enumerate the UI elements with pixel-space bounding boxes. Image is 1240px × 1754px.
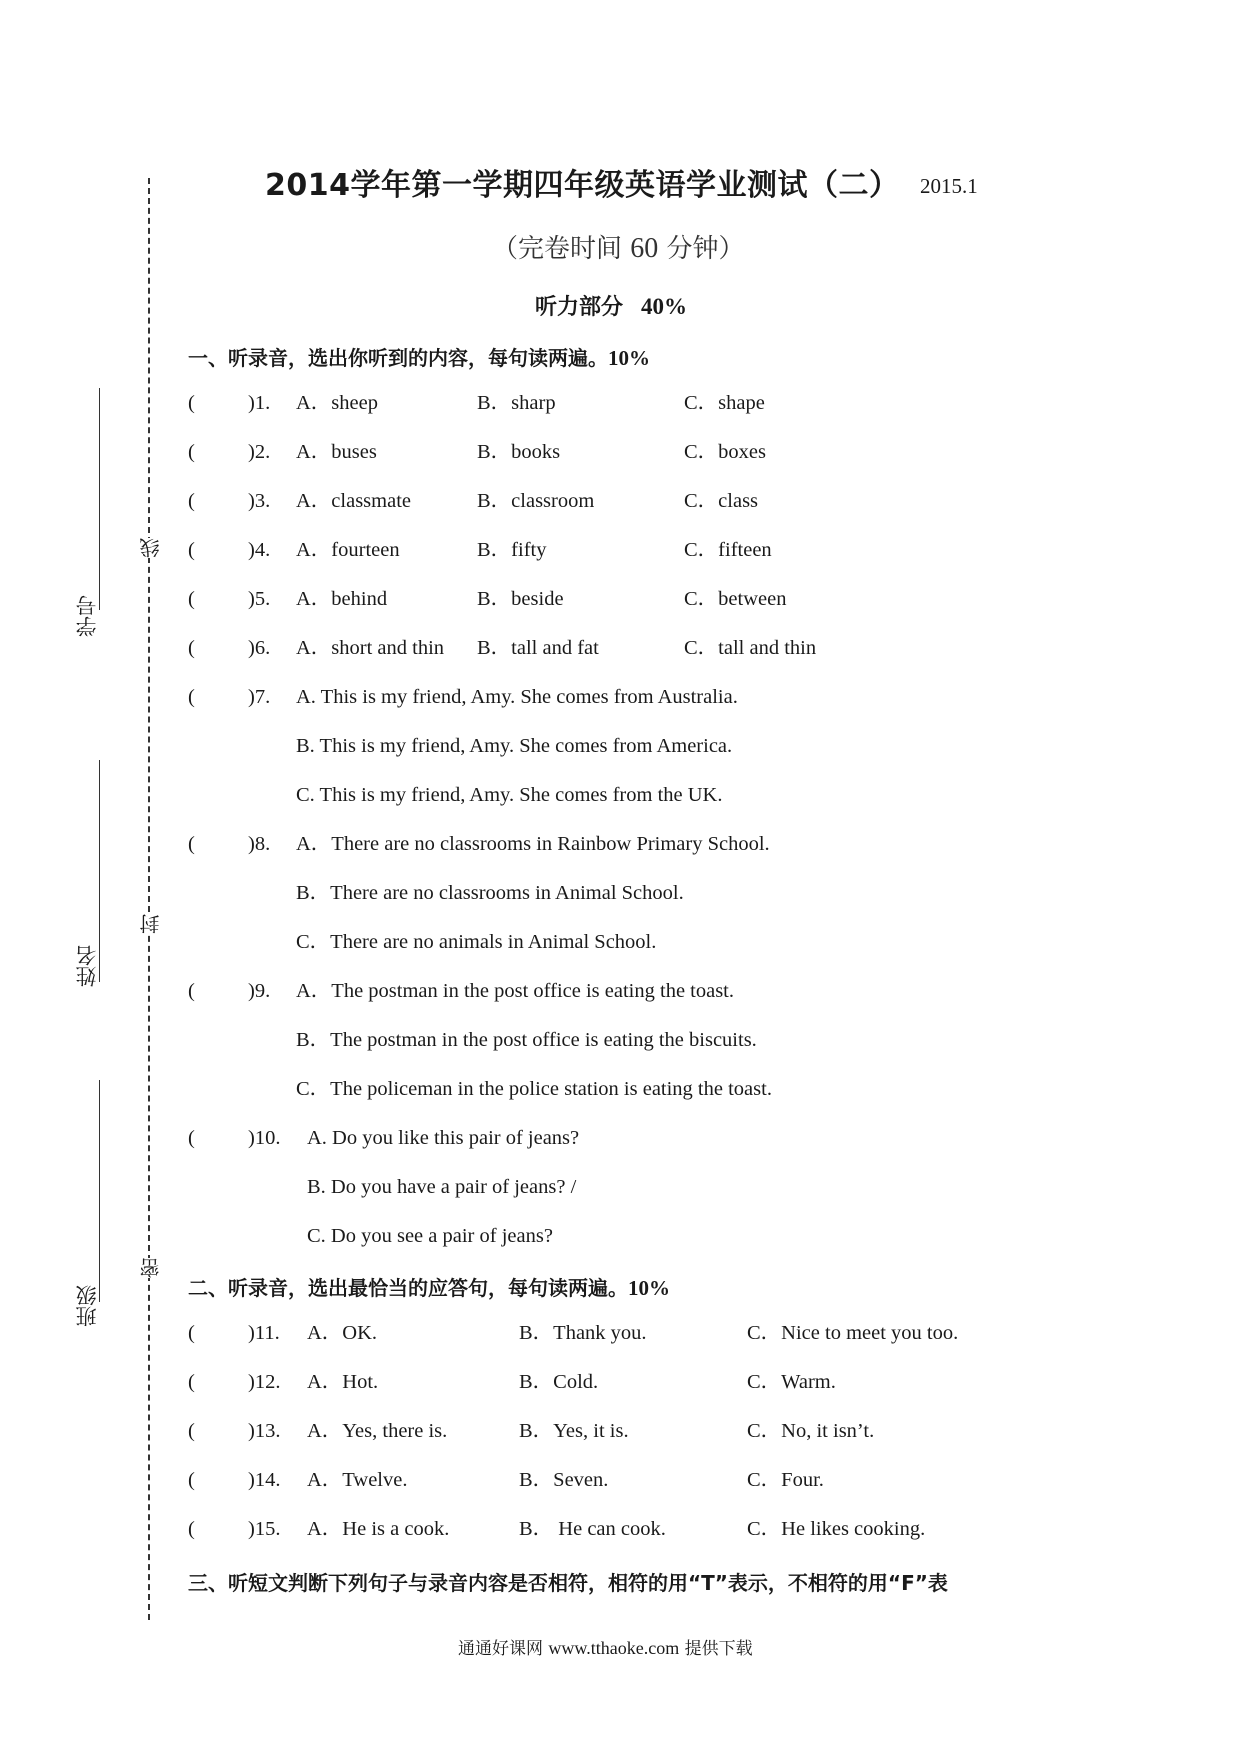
- exam-duration: [492, 228, 745, 265]
- option-c: C. Do you see a pair of jeans?: [307, 1225, 553, 1247]
- option-b: B. Do you have a pair of jeans? /: [307, 1176, 577, 1198]
- option-a: A．classmate: [296, 490, 411, 512]
- section2-percent: 10%: [628, 1276, 670, 1300]
- footer-site-name: 通通好课网: [458, 1639, 543, 1659]
- option-b: B．beside: [477, 588, 564, 610]
- option-c: C．shape: [684, 392, 765, 414]
- student-no-label: 学号: [75, 595, 99, 637]
- option-c: C．Nice to meet you too.: [747, 1322, 959, 1344]
- answer-blank[interactable]: (: [188, 441, 195, 463]
- option-b: B． He can cook.: [519, 1518, 666, 1540]
- footer-suffix: 提供下载: [684, 1639, 753, 1659]
- option-a: A．buses: [296, 441, 377, 463]
- answer-blank[interactable]: (: [188, 1469, 195, 1491]
- answer-blank[interactable]: (: [188, 1371, 195, 1393]
- answer-blank[interactable]: (: [188, 1322, 195, 1344]
- option-c: C．He likes cooking.: [747, 1518, 926, 1540]
- option-c: C．Four.: [747, 1469, 824, 1491]
- option-c: C．fifteen: [684, 539, 772, 561]
- option-a: A．short and thin: [296, 637, 445, 659]
- option-c: C．boxes: [684, 441, 766, 463]
- question-number: )6.: [248, 637, 271, 659]
- section1-title: [188, 342, 650, 371]
- option-a: A. This is my friend, Amy. She comes from Australia.: [296, 686, 738, 708]
- answer-blank[interactable]: (: [188, 1518, 195, 1540]
- duration-close: 分钟）: [666, 234, 745, 264]
- option-c: C．No, it isn’t.: [747, 1420, 875, 1442]
- option-b: B．The postman in the post office is eating the biscuits.: [296, 1029, 757, 1051]
- option-c: C．between: [684, 588, 787, 610]
- part-heading: [535, 290, 687, 321]
- answer-blank[interactable]: (: [188, 539, 195, 561]
- section3-title: 三、听短文判断下列句子与录音内容是否相符，相符的用“T”表示，不相符的用“F”表: [188, 1571, 948, 1595]
- question-number: )14.: [248, 1469, 281, 1491]
- answer-blank[interactable]: (: [188, 1127, 195, 1149]
- option-a: A. Do you like this pair of jeans?: [307, 1127, 580, 1149]
- option-b: B．Cold.: [519, 1371, 599, 1393]
- option-b: B．sharp: [477, 392, 556, 414]
- part-percent: 40%: [641, 294, 688, 319]
- binding-dashed-line: [148, 178, 150, 1620]
- option-b: B．There are no classrooms in Animal School.: [296, 882, 684, 904]
- question-number: )7.: [248, 686, 271, 708]
- name-label: 姓名: [75, 945, 99, 987]
- answer-blank[interactable]: (: [188, 490, 195, 512]
- footer-url[interactable]: www.tthaoke.com: [548, 1638, 680, 1658]
- question-number: )4.: [248, 539, 271, 561]
- option-b: B．Yes, it is.: [519, 1420, 629, 1442]
- question-number: )2.: [248, 441, 271, 463]
- option-a: A．sheep: [296, 392, 378, 414]
- exam-date: 2015.1: [920, 174, 978, 198]
- option-a: A．He is a cook.: [307, 1518, 450, 1540]
- option-c: C．Warm.: [747, 1371, 836, 1393]
- answer-blank[interactable]: (: [188, 833, 195, 855]
- option-b: B．fifty: [477, 539, 547, 561]
- question-number: )15.: [248, 1518, 281, 1540]
- section1-percent: 10%: [608, 346, 650, 370]
- answer-blank[interactable]: (: [188, 686, 195, 708]
- exam-title: 2014学年第一学期四年级英语学业测试（二）: [265, 168, 900, 203]
- option-a: A．Yes, there is.: [307, 1420, 448, 1442]
- page-footer: [458, 1634, 753, 1659]
- option-b: B．Thank you.: [519, 1322, 647, 1344]
- option-c: C．There are no animals in Animal School.: [296, 931, 657, 953]
- option-a: A．fourteen: [296, 539, 400, 561]
- question-number: )5.: [248, 588, 271, 610]
- answer-blank[interactable]: (: [188, 1420, 195, 1442]
- option-b: B．Seven.: [519, 1469, 609, 1491]
- seal-secret-char: 密: [136, 1258, 165, 1278]
- option-b: B. This is my friend, Amy. She comes from America.: [296, 735, 733, 757]
- option-a: A．Hot.: [307, 1371, 379, 1393]
- answer-blank[interactable]: (: [188, 980, 195, 1002]
- option-c: C．class: [684, 490, 759, 512]
- question-number: )9.: [248, 980, 271, 1002]
- answer-blank[interactable]: (: [188, 588, 195, 610]
- option-c: C. This is my friend, Amy. She comes from the UK.: [296, 784, 723, 806]
- option-b: B．classroom: [477, 490, 595, 512]
- question-number: )11.: [248, 1322, 280, 1344]
- student-no-line: [99, 388, 100, 610]
- seal-line-char: 线: [136, 538, 165, 558]
- question-number: )8.: [248, 833, 271, 855]
- answer-blank[interactable]: (: [188, 637, 195, 659]
- question-number: )12.: [248, 1371, 281, 1393]
- section2-heading: 二、听录音，选出最恰当的应答句，每句读两遍。: [188, 1276, 628, 1300]
- class-line: [99, 1080, 100, 1302]
- option-a: A．Twelve.: [307, 1469, 408, 1491]
- question-number: )13.: [248, 1420, 281, 1442]
- option-a: A．There are no classrooms in Rainbow Primary School.: [296, 833, 770, 855]
- option-c: C．tall and thin: [684, 637, 817, 659]
- question-number: )10.: [248, 1127, 281, 1149]
- question-number: )3.: [248, 490, 271, 512]
- option-a: A．behind: [296, 588, 388, 610]
- answer-blank[interactable]: (: [188, 392, 195, 414]
- section2-title: [188, 1272, 670, 1301]
- question-number: )1.: [248, 392, 271, 414]
- duration-minutes: 60: [630, 233, 659, 264]
- option-b: B．tall and fat: [477, 637, 599, 659]
- seal-seal-char: 封: [136, 914, 165, 934]
- duration-open: （完卷时间: [492, 234, 623, 264]
- section1-heading: 一、听录音，选出你听到的内容，每句读两遍。: [188, 346, 608, 370]
- class-label: 班级: [75, 1285, 99, 1327]
- part-title: 听力部分: [535, 295, 624, 320]
- option-c: C．The policeman in the police station is eating the toast.: [296, 1078, 772, 1100]
- option-a: A．OK.: [307, 1322, 378, 1344]
- option-a: A．The postman in the post office is eating the toast.: [296, 980, 735, 1002]
- option-b: B．books: [477, 441, 561, 463]
